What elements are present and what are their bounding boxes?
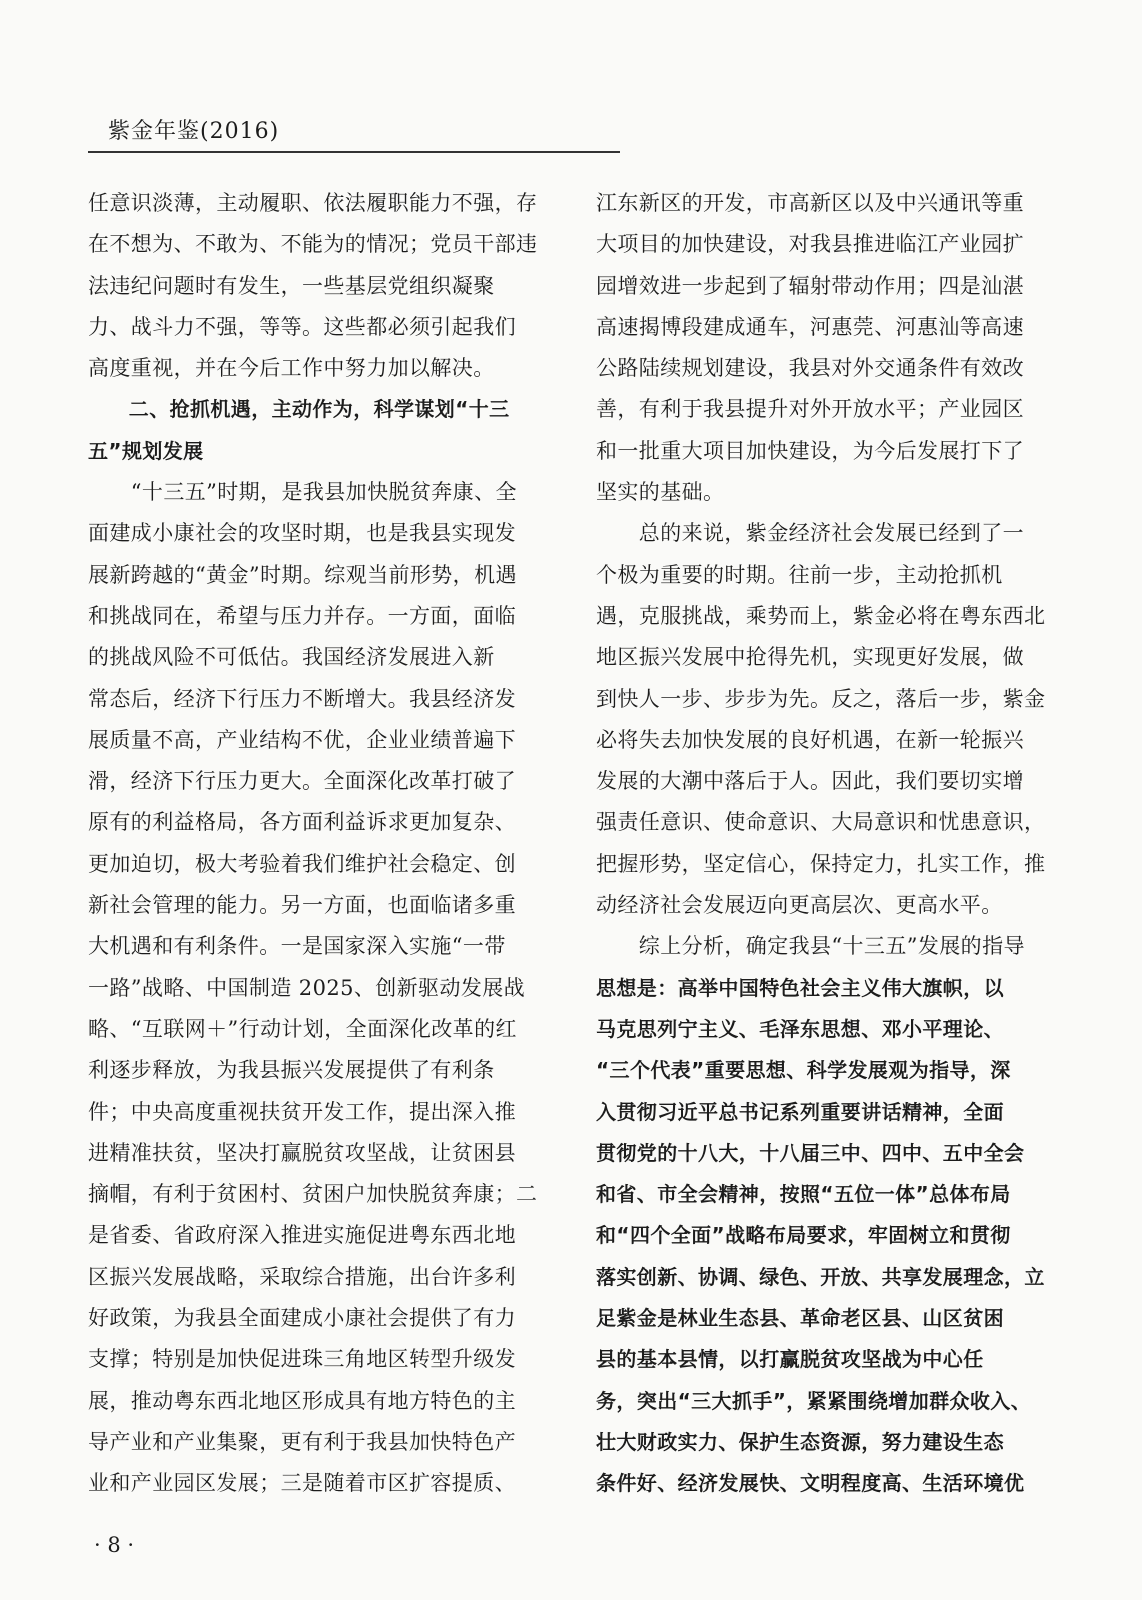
text-line: 是省委、省政府深入推进实施促进粤东西北地 (88, 1223, 516, 1248)
text-line: 贯彻党的十八大，十八届三中、四中、五中全会 (596, 1140, 1025, 1165)
text-line: 摘帽，有利于贫困村、贫困户加快脱贫奔康；二 (88, 1182, 538, 1207)
text-line: 县的基本县情，以打赢脱贫攻坚战为中心任 (596, 1347, 984, 1372)
text-line: 公路陆续规划建设，我县对外交通条件有效改 (596, 356, 1024, 381)
right-text-column (596, 183, 1058, 1505)
text-line: 好政策，为我县全面建成小康社会提供了有力 (88, 1306, 516, 1331)
text-line: 进精准扶贫，坚决打赢脱贫攻坚战，让贫困县 (88, 1140, 516, 1165)
text-line: 区振兴发展战略，采取综合措施，出台许多利 (88, 1264, 516, 1289)
text-line: 把握形势，坚定信心，保持定力，扎实工作，推 (596, 851, 1046, 876)
text-line: 力、战斗力不强，等等。这些都必须引起我们 (88, 314, 516, 339)
text-line: 和省、市全会精神，按照“五位一体”总体布局 (596, 1182, 1011, 1207)
text-line: 大机遇和有利条件。一是国家深入实施“一带 (88, 934, 506, 959)
text-line: 个极为重要的时期。往前一步，主动抢抓机 (596, 562, 1003, 587)
text-line: 一路”战略、中国制造 2025、创新驱动发展战 (88, 975, 526, 1000)
running-header-title: 紫金年鉴(2016) (108, 119, 280, 144)
text-line: 和挑战同在，希望与压力并存。一方面，面临 (88, 603, 516, 628)
text-line: 高度重视，并在今后工作中努力加以解决。 (88, 356, 495, 381)
text-line: 综上分析，确定我县“十三五”发展的指导 (596, 934, 1025, 959)
text-line: 落实创新、协调、绿色、开放、共享发展理念，立 (596, 1264, 1045, 1289)
text-line: 思想是：高举中国特色社会主义伟大旗帜，以 (596, 975, 1004, 1000)
text-line: 二、抢抓机遇，主动作为，科学谋划“十三 (88, 397, 510, 422)
text-line: 高速揭博段建成通车，河惠莞、河惠汕等高速 (596, 314, 1024, 339)
text-line: 大项目的加快建设，对我县推进临江产业园扩 (596, 232, 1024, 257)
text-line: 任意识淡薄，主动履职、依法履职能力不强，存 (88, 191, 538, 215)
text-line: 五”规划发展 (88, 438, 204, 463)
text-line: 常态后，经济下行压力不断增大。我县经济发 (88, 686, 516, 711)
text-line: 业和产业园区发展；三是随着市区扩容提质、 (88, 1471, 516, 1496)
text-line: 遇，克服挑战，乘势而上，紫金必将在粤东西北 (596, 603, 1046, 628)
text-line: 动经济社会发展迈向更高层次、更高水平。 (596, 893, 1003, 918)
text-line: 滑，经济下行压力更大。全面深化改革打破了 (88, 769, 516, 794)
text-line: 略、“互联网＋”行动计划，全面深化改革的红 (88, 1016, 517, 1041)
text-line: 展新跨越的“黄金”时期。综观当前形势，机遇 (88, 562, 517, 587)
text-line: 强责任意识、使命意识、大局意识和忧患意识， (596, 810, 1046, 835)
text-line: 入贯彻习近平总书记系列重要讲话精神，全面 (596, 1099, 1004, 1124)
text-line: 更加迫切，极大考验着我们维护社会稳定、创 (88, 851, 516, 876)
text-line: 地区振兴发展中抢得先机，实现更好发展，做 (596, 645, 1024, 670)
text-line: 马克思列宁主义、毛泽东思想、邓小平理论、 (596, 1016, 1004, 1041)
text-line: 展，推动粤东西北地区形成具有地方特色的主 (88, 1388, 516, 1413)
header-divider (88, 151, 620, 153)
text-line: 展质量不高，产业结构不优，企业业绩普遍下 (88, 727, 516, 752)
text-line: 和“四个全面”战略布局要求，牢固树立和贯彻 (596, 1223, 1011, 1248)
text-line: 园增效进一步起到了辐射带动作用；四是汕湛 (596, 273, 1024, 298)
left-text-column (88, 183, 550, 1505)
text-line: 发展的大潮中落后于人。因此，我们要切实增 (596, 769, 1024, 794)
text-line: 新社会管理的能力。另一方面，也面临诸多重 (88, 893, 516, 918)
text-line: 和一批重大项目加快建设，为今后发展打下了 (596, 438, 1024, 463)
text-line: 善，有利于我县提升对外开放水平；产业园区 (596, 397, 1024, 422)
text-line: 在不想为、不敢为、不能为的情况；党员干部违 (88, 232, 538, 257)
text-line: “三个代表”重要思想、科学发展观为指导，深 (596, 1058, 1011, 1083)
text-line: 坚实的基础。 (596, 480, 725, 505)
text-line: 总的来说，紫金经济社会发展已经到了一 (596, 521, 1024, 546)
text-line: 到快人一步、步步为先。反之，落后一步，紫金 (596, 686, 1046, 711)
text-line: “十三五”时期，是我县加快脱贫奔康、全 (88, 480, 517, 505)
text-line: 件；中央高度重视扶贫开发工作，提出深入推 (88, 1099, 516, 1124)
text-line: 支撑；特别是加快促进珠三角地区转型升级发 (88, 1347, 516, 1372)
text-line: 的挑战风险不可低估。我国经济发展进入新 (88, 645, 495, 670)
text-line: 江东新区的开发，市高新区以及中兴通讯等重 (596, 191, 1024, 215)
text-line: 足紫金是林业生态县、革命老区县、山区贫困 (596, 1306, 1004, 1331)
text-line: 利逐步释放，为我县振兴发展提供了有利条 (88, 1058, 495, 1083)
page-number: · 8 · (94, 1533, 135, 1557)
text-line: 必将失去加快发展的良好机遇，在新一轮振兴 (596, 727, 1024, 752)
text-line: 法违纪问题时有发生，一些基层党组织凝聚 (88, 273, 495, 298)
text-line: 壮大财政实力、保护生态资源，努力建设生态 (596, 1429, 1004, 1454)
text-line: 导产业和产业集聚，更有利于我县加快特色产 (88, 1429, 516, 1454)
text-line: 原有的利益格局，各方面利益诉求更加复杂、 (88, 810, 516, 835)
text-line: 条件好、经济发展快、文明程度高、生活环境优 (596, 1471, 1025, 1496)
text-line: 务，突出“三大抓手”，紧紧围绕增加群众收入、 (596, 1388, 1032, 1413)
text-line: 面建成小康社会的攻坚时期，也是我县实现发 (88, 521, 516, 546)
